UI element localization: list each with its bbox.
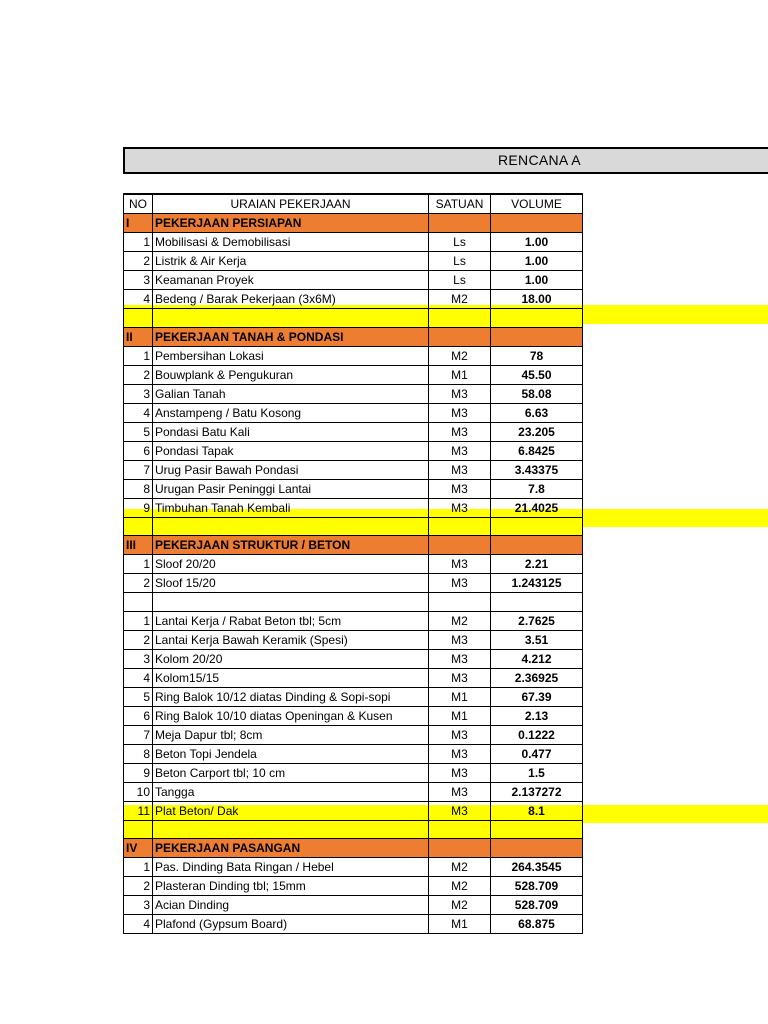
- separator-row: [124, 820, 583, 839]
- cell-description: [153, 820, 429, 839]
- cell-unit: M2: [429, 290, 491, 309]
- cell-no: 2: [124, 877, 153, 896]
- cell-no: 2: [124, 365, 153, 384]
- cell-unit: M1: [429, 915, 491, 934]
- cell-description: Tangga: [153, 782, 429, 801]
- cell-unit: M3: [429, 479, 491, 498]
- cell-volume: 4.212: [491, 649, 583, 668]
- cell-unit: M3: [429, 782, 491, 801]
- cell-unit: M3: [429, 801, 491, 820]
- table-row: [124, 403, 583, 422]
- table-row: [124, 252, 583, 271]
- cell-unit: M3: [429, 441, 491, 460]
- cell-no: IV: [124, 839, 153, 858]
- table-row: [124, 763, 583, 782]
- cell-description: Galian Tanah: [153, 384, 429, 403]
- cell-volume: 58.08: [491, 384, 583, 403]
- cell-unit: [429, 839, 491, 858]
- blank-row: [124, 593, 583, 612]
- cell-description: PEKERJAAN PASANGAN: [153, 839, 429, 858]
- cell-description: Lantai Kerja / Rabat Beton tbl; 5cm: [153, 611, 429, 630]
- cell-no: 1: [124, 233, 153, 252]
- cell-volume: 45.50: [491, 365, 583, 384]
- cell-description: Plasteran Dinding tbl; 15mm: [153, 877, 429, 896]
- table-row: [124, 725, 583, 744]
- cell-unit: M3: [429, 744, 491, 763]
- cell-volume: [491, 327, 583, 346]
- cell-unit: M3: [429, 498, 491, 517]
- cell-volume: 0.477: [491, 744, 583, 763]
- cell-volume: [491, 517, 583, 536]
- cell-description: Sloof 15/20: [153, 574, 429, 593]
- cell-unit: M3: [429, 630, 491, 649]
- separator-row: [124, 517, 583, 536]
- cell-unit: M3: [429, 555, 491, 574]
- cell-volume: 528.709: [491, 896, 583, 915]
- header-no: NO: [124, 194, 153, 214]
- table-row: [124, 687, 583, 706]
- cell-volume: [491, 839, 583, 858]
- table-row: [124, 460, 583, 479]
- cell-unit: M3: [429, 403, 491, 422]
- cell-description: Meja Dapur tbl; 8cm: [153, 725, 429, 744]
- cell-no: 5: [124, 687, 153, 706]
- cell-no: 6: [124, 441, 153, 460]
- cell-volume: 1.00: [491, 233, 583, 252]
- cell-volume: 6.8425: [491, 441, 583, 460]
- cell-unit: Ls: [429, 233, 491, 252]
- cell-description: Lantai Kerja Bawah Keramik (Spesi): [153, 630, 429, 649]
- cell-no: 1: [124, 346, 153, 365]
- cell-no: 4: [124, 668, 153, 687]
- cell-no: 2: [124, 252, 153, 271]
- cell-no: [124, 593, 153, 612]
- header-volume: VOLUME: [491, 194, 583, 214]
- cell-description: Keamanan Proyek: [153, 271, 429, 290]
- table-row: [124, 346, 583, 365]
- cell-unit: [429, 327, 491, 346]
- table-row: [124, 555, 583, 574]
- cell-volume: 2.137272: [491, 782, 583, 801]
- cell-unit: M3: [429, 384, 491, 403]
- cell-unit: [429, 517, 491, 536]
- cell-volume: 21.4025: [491, 498, 583, 517]
- table-header-row: [124, 194, 583, 214]
- cell-volume: 68.875: [491, 915, 583, 934]
- cell-description: Beton Topi Jendela: [153, 744, 429, 763]
- header-unit: SATUAN: [429, 194, 491, 214]
- cell-volume: 6.63: [491, 403, 583, 422]
- table-row: [124, 479, 583, 498]
- cell-no: 1: [124, 555, 153, 574]
- cell-unit: [429, 593, 491, 612]
- cell-unit: [429, 536, 491, 555]
- cell-no: 5: [124, 422, 153, 441]
- cell-unit: M3: [429, 725, 491, 744]
- cell-description: Kolom15/15: [153, 668, 429, 687]
- cell-description: Sloof 20/20: [153, 555, 429, 574]
- cell-description: PEKERJAAN PERSIAPAN: [153, 214, 429, 233]
- cell-no: 6: [124, 706, 153, 725]
- table-row: [124, 668, 583, 687]
- table-row: [124, 271, 583, 290]
- cell-unit: Ls: [429, 271, 491, 290]
- cell-description: Bouwplank & Pengukuran: [153, 365, 429, 384]
- cell-description: Plafond (Gypsum Board): [153, 915, 429, 934]
- cell-description: Bedeng / Barak Pekerjaan (3x6M): [153, 290, 429, 309]
- table-row: [124, 744, 583, 763]
- cell-volume: [491, 309, 583, 328]
- header-description: URAIAN PEKERJAAN: [153, 194, 429, 214]
- cell-volume: 264.3545: [491, 858, 583, 877]
- cell-no: 3: [124, 384, 153, 403]
- cell-no: 4: [124, 403, 153, 422]
- cell-no: 2: [124, 574, 153, 593]
- cell-volume: 7.8: [491, 479, 583, 498]
- table-row: [124, 365, 583, 384]
- cell-no: [124, 517, 153, 536]
- section-row: [124, 536, 583, 555]
- cell-unit: M3: [429, 460, 491, 479]
- cell-unit: M3: [429, 574, 491, 593]
- table-row: [124, 498, 583, 517]
- table-row: [124, 574, 583, 593]
- table-row: [124, 858, 583, 877]
- cell-volume: [491, 593, 583, 612]
- cell-no: 3: [124, 271, 153, 290]
- cell-no: 8: [124, 744, 153, 763]
- cell-volume: 3.43375: [491, 460, 583, 479]
- cell-volume: 1.5: [491, 763, 583, 782]
- cell-description: Beton Carport tbl; 10 cm: [153, 763, 429, 782]
- table-row: [124, 649, 583, 668]
- table-row: [124, 877, 583, 896]
- cell-volume: 1.243125: [491, 574, 583, 593]
- title-bar: [123, 147, 768, 174]
- cell-unit: M2: [429, 346, 491, 365]
- cell-no: 4: [124, 915, 153, 934]
- cell-description: [153, 517, 429, 536]
- cell-description: Urugan Pasir Peninggi Lantai: [153, 479, 429, 498]
- cell-unit: M1: [429, 706, 491, 725]
- cell-no: 11: [124, 801, 153, 820]
- cell-description: Ring Balok 10/10 diatas Openingan & Kusen: [153, 706, 429, 725]
- cell-no: 1: [124, 611, 153, 630]
- table-row: [124, 611, 583, 630]
- cell-description: Mobilisasi & Demobilisasi: [153, 233, 429, 252]
- cell-description: Acian Dinding: [153, 896, 429, 915]
- cell-no: 1: [124, 858, 153, 877]
- table-row: [124, 896, 583, 915]
- cell-description: Pondasi Tapak: [153, 441, 429, 460]
- cell-description: Pondasi Batu Kali: [153, 422, 429, 441]
- table-row: [124, 706, 583, 725]
- cell-description: Ring Balok 10/12 diatas Dinding & Sopi-sopi: [153, 687, 429, 706]
- cell-no: 7: [124, 725, 153, 744]
- cell-unit: M3: [429, 763, 491, 782]
- cell-description: [153, 309, 429, 328]
- table-row: [124, 801, 583, 820]
- cell-volume: 67.39: [491, 687, 583, 706]
- cell-no: 9: [124, 498, 153, 517]
- cell-description: Pas. Dinding Bata Ringan / Hebel: [153, 858, 429, 877]
- cell-description: Timbuhan Tanah Kembali: [153, 498, 429, 517]
- cell-volume: 2.36925: [491, 668, 583, 687]
- cell-no: 8: [124, 479, 153, 498]
- rab-sheet: [123, 193, 583, 934]
- cell-volume: 2.7625: [491, 611, 583, 630]
- cell-volume: 8.1: [491, 801, 583, 820]
- cell-description: Anstampeng / Batu Kosong: [153, 403, 429, 422]
- cell-volume: 0.1222: [491, 725, 583, 744]
- cell-unit: M1: [429, 365, 491, 384]
- cell-no: I: [124, 214, 153, 233]
- cell-unit: [429, 309, 491, 328]
- cell-no: 10: [124, 782, 153, 801]
- cell-unit: M2: [429, 611, 491, 630]
- cell-volume: 528.709: [491, 877, 583, 896]
- cell-description: Plat Beton/ Dak: [153, 801, 429, 820]
- cell-volume: [491, 214, 583, 233]
- cell-description: Listrik & Air Kerja: [153, 252, 429, 271]
- cell-volume: 3.51: [491, 630, 583, 649]
- cell-no: III: [124, 536, 153, 555]
- cell-volume: 2.21: [491, 555, 583, 574]
- cell-unit: M3: [429, 649, 491, 668]
- cell-no: [124, 309, 153, 328]
- cell-volume: 23.205: [491, 422, 583, 441]
- cell-unit: M2: [429, 896, 491, 915]
- section-row: [124, 214, 583, 233]
- section-row: [124, 327, 583, 346]
- document-title: RENCANA A: [498, 152, 581, 168]
- table-row: [124, 384, 583, 403]
- table-row: [124, 233, 583, 252]
- separator-row: [124, 309, 583, 328]
- cell-no: 3: [124, 649, 153, 668]
- cell-description: Urug Pasir Bawah Pondasi: [153, 460, 429, 479]
- cell-description: PEKERJAAN TANAH & PONDASI: [153, 327, 429, 346]
- table-row: [124, 630, 583, 649]
- section-row: [124, 839, 583, 858]
- table-row: [124, 422, 583, 441]
- table-row: [124, 290, 583, 309]
- cell-unit: M3: [429, 668, 491, 687]
- cell-no: [124, 820, 153, 839]
- cell-no: 7: [124, 460, 153, 479]
- rab-table: [123, 193, 583, 934]
- cell-no: 3: [124, 896, 153, 915]
- cell-unit: M3: [429, 422, 491, 441]
- table-row: [124, 441, 583, 460]
- table-row: [124, 782, 583, 801]
- cell-description: Kolom 20/20: [153, 649, 429, 668]
- cell-no: 4: [124, 290, 153, 309]
- cell-volume: 1.00: [491, 252, 583, 271]
- cell-volume: 78: [491, 346, 583, 365]
- cell-unit: Ls: [429, 252, 491, 271]
- cell-description: PEKERJAAN STRUKTUR / BETON: [153, 536, 429, 555]
- cell-unit: [429, 820, 491, 839]
- cell-unit: M1: [429, 687, 491, 706]
- table-row: [124, 915, 583, 934]
- cell-no: II: [124, 327, 153, 346]
- cell-description: Pembersihan Lokasi: [153, 346, 429, 365]
- cell-volume: [491, 536, 583, 555]
- cell-volume: 1.00: [491, 271, 583, 290]
- cell-no: 2: [124, 630, 153, 649]
- cell-volume: [491, 820, 583, 839]
- cell-no: 9: [124, 763, 153, 782]
- cell-unit: M2: [429, 877, 491, 896]
- cell-volume: 2.13: [491, 706, 583, 725]
- cell-volume: 18.00: [491, 290, 583, 309]
- cell-description: [153, 593, 429, 612]
- cell-unit: [429, 214, 491, 233]
- cell-unit: M2: [429, 858, 491, 877]
